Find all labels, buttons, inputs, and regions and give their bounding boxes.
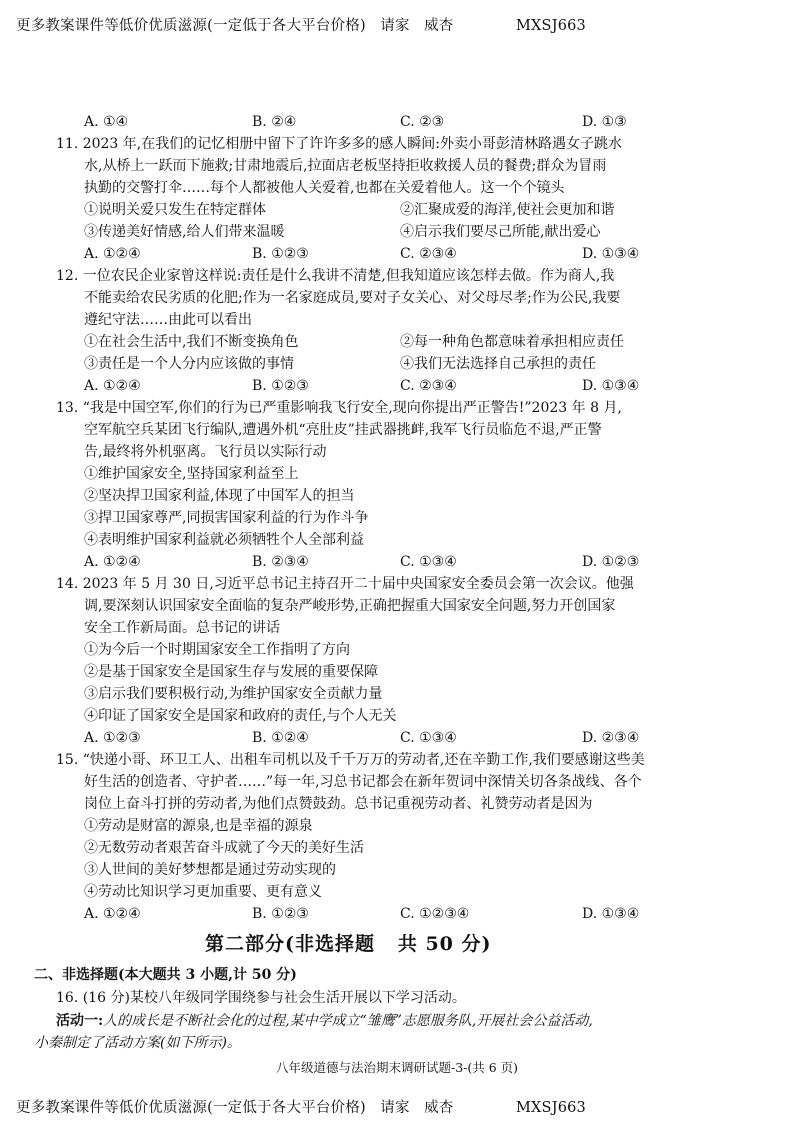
q13-statement-4: ④表明维护国家利益就必须牺牲个人全部利益 bbox=[84, 532, 364, 548]
q12-stem-line: 不能卖给农民劣质的化肥;作为一名家庭成员,要对子女关心、对父母尽孝;作为公民,我要 bbox=[84, 290, 621, 306]
q11-stem-line: 11. 2023 年,在我们的记忆相册中留下了许许多多的感人瞬间:外卖小哥彭清林路遇女子跳水 bbox=[56, 136, 622, 152]
q10-option-c[interactable]: C. ②③ bbox=[400, 114, 445, 130]
q15-statement-1: ①劳动是财富的源泉,也是幸福的源泉 bbox=[84, 818, 313, 834]
q10-option-b[interactable]: B. ②④ bbox=[252, 114, 297, 130]
q15-option-a[interactable]: A. ①②④ bbox=[84, 906, 141, 922]
q15-statement-4: ④劳动比知识学习更加重要、更有意义 bbox=[84, 884, 322, 900]
q14-option-b[interactable]: B. ①②④ bbox=[252, 730, 309, 746]
q15-statement-3: ③人世间的美好梦想都是通过劳动实现的 bbox=[84, 862, 336, 878]
q14-option-d[interactable]: D. ②③④ bbox=[582, 730, 640, 746]
q11-statement-3: ③传递美好情感,给人们带来温暖 bbox=[84, 224, 285, 240]
q12-statement-2: ②每一种角色都意味着承担相应责任 bbox=[400, 334, 624, 350]
q11-option-d[interactable]: D. ①③④ bbox=[582, 246, 640, 262]
q15-statement-2: ②无数劳动者艰苦奋斗成就了今天的美好生活 bbox=[84, 840, 364, 856]
q11-statement-1: ①说明关爱只发生在特定群体 bbox=[84, 202, 266, 218]
part-two-title: 第二部分(非选择题 共 50 分) bbox=[205, 933, 492, 955]
q10-option-d[interactable]: D. ①③ bbox=[582, 114, 627, 130]
q11-stem-line: 执勤的交警打伞……每个人都被他人关爱着,也都在关爱着他人。这一个个镜头 bbox=[84, 180, 565, 196]
q11-option-c[interactable]: C. ②③④ bbox=[400, 246, 457, 262]
q13-option-a[interactable]: A. ①②④ bbox=[84, 554, 141, 570]
page-footer: 八年级道德与法治期末调研试题-3-(共 6 页) bbox=[275, 1060, 519, 1075]
q15-option-d[interactable]: D. ①③④ bbox=[582, 906, 640, 922]
q15-stem-line: 好生活的创造者、守护者……”每一年,习总书记都会在新年贺词中深情关切各条战线、各个 bbox=[84, 774, 642, 790]
q13-option-d[interactable]: D. ①②③ bbox=[582, 554, 640, 570]
q13-stem-line: 13. “我是中国空军,你们的行为已严重影响我飞行安全,现向你提出严正警告!”2023 年 8 月, bbox=[56, 400, 622, 416]
q14-option-c[interactable]: C. ①③④ bbox=[400, 730, 457, 746]
q14-stem-line: 14. 2023 年 5 月 30 日,习近平总书记主持召开二十届中央国家安全委员会第一次会议。他强 bbox=[56, 576, 634, 592]
q12-option-a[interactable]: A. ①②④ bbox=[84, 378, 141, 394]
q12-statement-4: ④我们无法选择自己承担的责任 bbox=[400, 356, 596, 372]
q13-option-b[interactable]: B. ②③④ bbox=[252, 554, 309, 570]
q12-option-d[interactable]: D. ①③④ bbox=[582, 378, 640, 394]
q14-stem-line: 安全工作新局面。总书记的讲话 bbox=[84, 620, 280, 636]
q11-statement-2: ②汇聚成爱的海洋,使社会更加和谐 bbox=[400, 202, 615, 218]
q15-option-c[interactable]: C. ①②③④ bbox=[400, 906, 470, 922]
q13-option-c[interactable]: C. ①③④ bbox=[400, 554, 457, 570]
activity-one-line bbox=[56, 1011, 593, 1031]
q12-stem-line: 遵纪守法……由此可以看出 bbox=[84, 312, 252, 328]
question-16-stem: 16. (16 分)某校八年级同学围绕参与社会生活开展以下学习活动。 bbox=[56, 990, 466, 1006]
q12-stem-line: 12. 一位农民企业家曾这样说:责任是什么我讲不清楚,但我知道应该怎样去做。作为商人,我 bbox=[56, 268, 615, 284]
top-banner: 更多教案课件等低价优质滋源(一定低于各大平台价格) 请家 威杏 MXSJ663 bbox=[16, 18, 586, 34]
q14-statement-1: ①为今后一个时期国家安全工作指明了方向 bbox=[84, 642, 350, 658]
q13-statement-1: ①维护国家安全,坚持国家利益至上 bbox=[84, 466, 299, 482]
q14-statement-2: ②是基于国家安全是国家生存与发展的重要保障 bbox=[84, 664, 378, 680]
q12-option-c[interactable]: C. ②③④ bbox=[400, 378, 457, 394]
q11-option-a[interactable]: A. ①②④ bbox=[84, 246, 141, 262]
q12-statement-1: ①在社会生活中,我们不断变换角色 bbox=[84, 334, 299, 350]
q11-option-b[interactable]: B. ①②③ bbox=[252, 246, 309, 262]
q12-option-b[interactable]: B. ①②③ bbox=[252, 378, 309, 394]
q13-stem-line: 空军航空兵某团飞行编队,遭遇外机“亮肚皮”挂武器挑衅,我军飞行员临危不退,严正警 bbox=[84, 422, 602, 438]
activity-one-text: 人的成长是不断社会化的过程,某中学成立“雏鹰”志愿服务队,开展社会公益活动, bbox=[103, 1013, 593, 1029]
activity-one-text-continued: 小秦制定了活动方案(如下所示)。 bbox=[34, 1035, 241, 1051]
q11-stem-line: 水,从桥上一跃而下施救;甘肃地震后,拉面店老板坚持拒收救援人员的餐费;群众为冒雨 bbox=[84, 158, 607, 174]
bottom-banner: 更多教案课件等低价优质滋源(一定低于各大平台价格) 请家 威杏 MXSJ663 bbox=[16, 1100, 586, 1116]
non-choice-heading: 二、非选择题(本大题共 3 小题,计 50 分) bbox=[34, 967, 297, 983]
q15-stem-line: 15. “快递小哥、环卫工人、出租车司机以及千千万万的劳动者,还在辛勤工作,我们要感谢这些美 bbox=[56, 752, 645, 768]
activity-one-label: 活动一: bbox=[56, 1013, 104, 1029]
q15-stem-line: 岗位上奋斗打拼的劳动者,为他们点赞鼓劲。总书记重视劳动者、礼赞劳动者是因为 bbox=[84, 796, 593, 812]
q13-statement-3: ③捍卫国家尊严,同损害国家利益的行为作斗争 bbox=[84, 510, 369, 526]
q14-stem-line: 调,要深刻认识国家安全面临的复杂严峻形势,正确把握重大国家安全问题,努力开创国家 bbox=[84, 598, 616, 614]
q12-statement-3: ③责任是一个人分内应该做的事情 bbox=[84, 356, 294, 372]
q10-option-a[interactable]: A. ①④ bbox=[84, 114, 129, 130]
q14-option-a[interactable]: A. ①②③ bbox=[84, 730, 141, 746]
q13-stem-line: 告,最终将外机驱离。飞行员以实际行动 bbox=[84, 444, 327, 460]
q11-statement-4: ④启示我们要尽己所能,献出爱心 bbox=[400, 224, 601, 240]
q14-statement-4: ④印证了国家安全是国家和政府的责任,与个人无关 bbox=[84, 708, 397, 724]
q15-option-b[interactable]: B. ①②③ bbox=[252, 906, 309, 922]
q14-statement-3: ③启示我们要积极行动,为维护国家安全贡献力量 bbox=[84, 686, 383, 702]
q13-statement-2: ②坚决捍卫国家利益,体现了中国军人的担当 bbox=[84, 488, 355, 504]
